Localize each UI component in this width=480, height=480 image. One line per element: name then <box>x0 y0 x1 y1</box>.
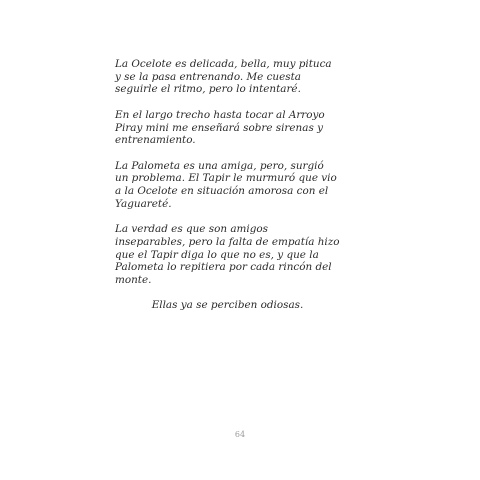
paragraph-1: La Ocelote es delicada, bella, muy pituca y se la pasa entrenando. Me cuesta seguirle el ritmo, pero lo intentaré. <box>115 58 332 96</box>
paragraph-2: En el largo trecho hasta tocar al Arroyo Piray mini me enseñará sobre sirenas y entrenamiento. <box>115 108 325 147</box>
paragraph-4: La verdad es que son amigos inseparables, pero la falta de empatía hizo que el Tapir diga lo que no es, y que la Palometa lo repitiera por cada rincón del monte. <box>115 223 340 286</box>
closing-line: Ellas ya se perciben odiosas. <box>151 299 304 312</box>
page-number: 64 <box>234 430 246 439</box>
body-text <box>115 58 340 325</box>
paragraph-3: La Palometa es una amiga, pero, surgió un problema. El Tapir le murmuró que vio a la Ocelote en situación amorosa con el Yaguareté. <box>115 159 337 210</box>
